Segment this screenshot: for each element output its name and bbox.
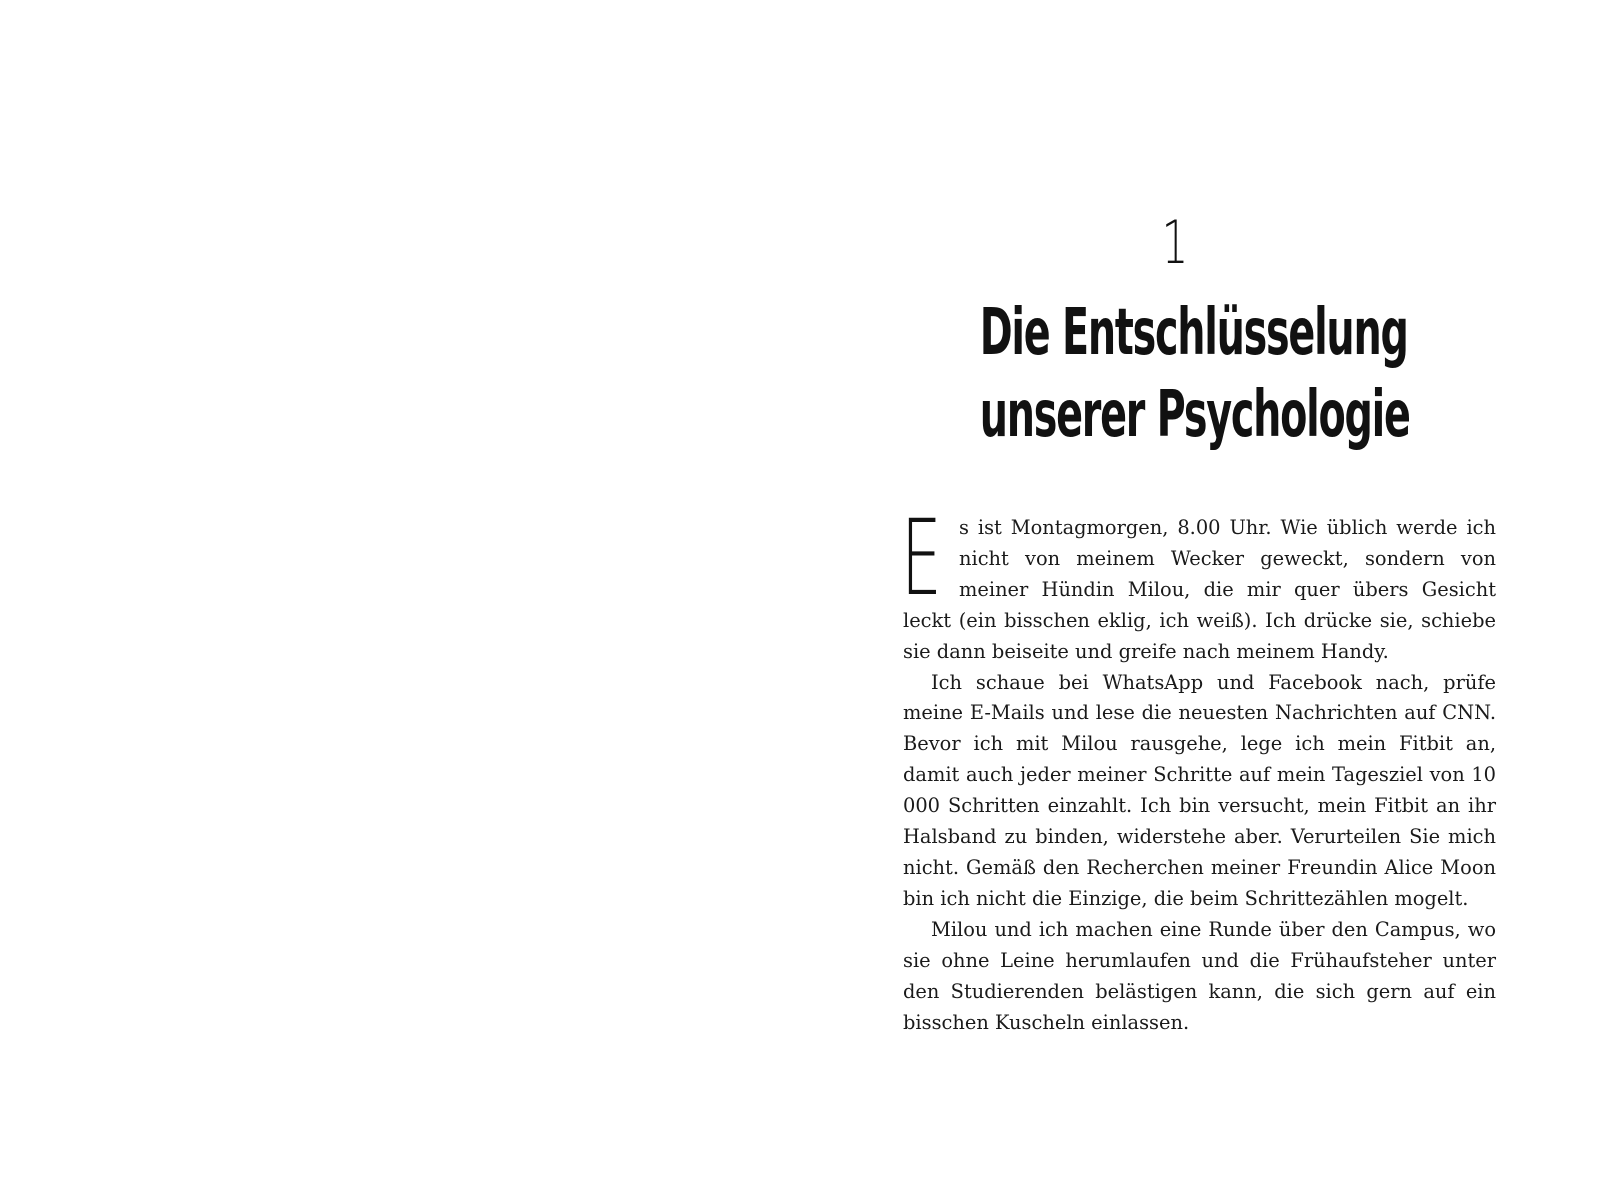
- chapter-title-line-1: Die Entschlüsselung: [979, 296, 1408, 370]
- chapter-number: 1: [1161, 208, 1189, 278]
- paragraph-1: [901, 497, 1496, 668]
- paragraph-1-text: s ist Montagmorgen, 8.00 Uhr. Wie üblich werde ich nicht von meinem Wecker geweckt, sondern von meiner Hündin Milou, die mir quer übers Gesicht leckt (ein bisschen eklig, ich weiß). Ich drücke sie, schiebe sie dann beiseite und greife nach meinem Handy.: [903, 516, 1496, 663]
- paragraph-3: Milou und ich machen eine Runde über den Campus, wo sie ohne Leine herumlaufen und die Frühaufsteher unter den Studierenden belästigen kann, die sich gern auf ein bisschen Kuscheln einlassen.: [903, 917, 1496, 1034]
- chapter-title: [860, 292, 1490, 456]
- drop-cap: E: [901, 497, 942, 619]
- paragraph-2: Ich schaue bei WhatsApp und Facebook nach, prüfe meine E-Mails und lese die neuesten Nachrichten auf CNN. Bevor ich mit Milou rausgehe, lege ich mein Fitbit an, damit auch jeder meiner Schritte auf mein Tagesziel von 10 000 Schritten einzahlt. Ich bin versucht, mein Fitbit an ihr Halsband zu binden, widerstehe aber. Verurteilen Sie mich nicht. Gemäß den Recherchen meiner Freundin Alice Moon bin ich nicht die Einzige, die beim Schrittezählen mogelt.: [903, 670, 1496, 910]
- chapter-title-line-2: unserer Psychologie: [979, 378, 1410, 452]
- chapter-body-text: [901, 497, 1496, 1038]
